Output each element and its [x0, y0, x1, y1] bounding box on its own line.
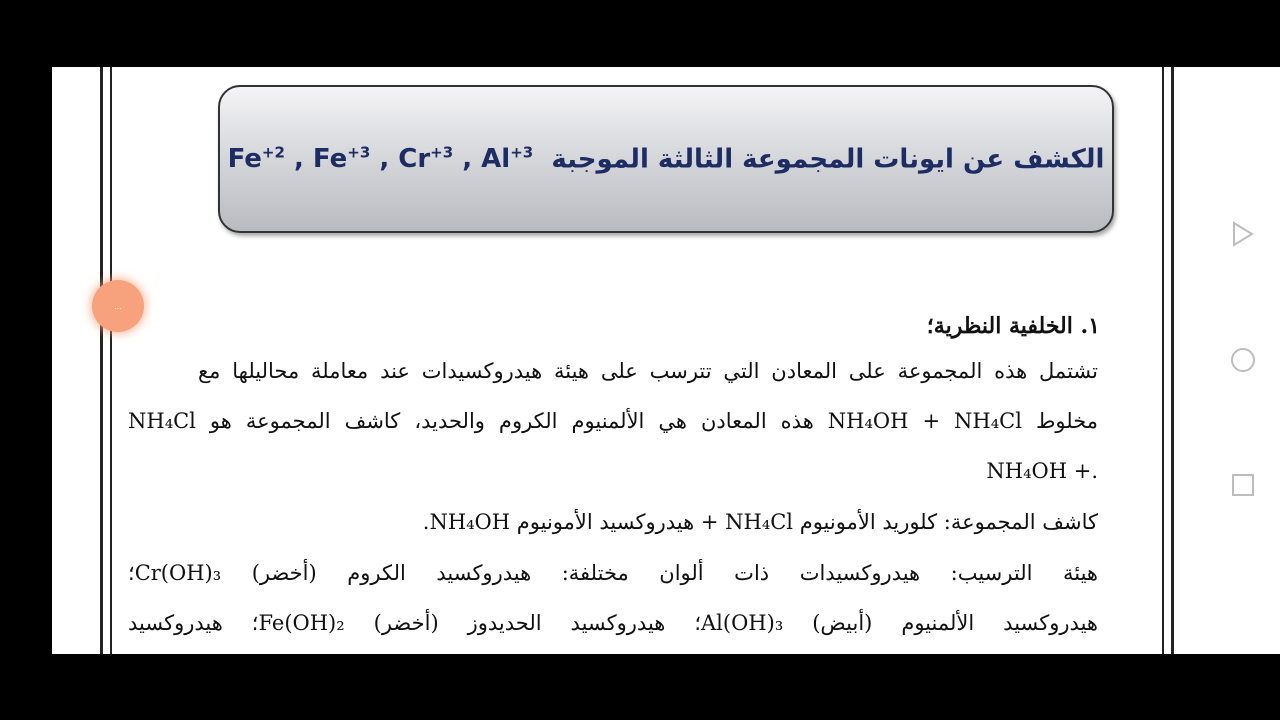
ion-symbol: Fe [312, 144, 348, 175]
body-line: .+ NH₄OH [986, 459, 1098, 483]
ion-symbol: Al [481, 144, 511, 175]
page-border-right [1162, 67, 1174, 654]
floating-assistant-bubble[interactable] [92, 280, 144, 332]
ion-charge: +2 [261, 143, 285, 162]
ion-symbol: Cr [398, 144, 431, 175]
ion-list: $Fe^{+2}$ , $Fe^{+3}$ , $Cr^{+3}$ , $Al^{+3}$ [227, 143, 534, 175]
section-heading: ١. الخلفية النظرية؛ [926, 313, 1100, 339]
page-title [228, 144, 1105, 175]
recent-square-icon[interactable] [1228, 470, 1258, 500]
home-circle-icon[interactable] [1228, 345, 1258, 375]
ion-charge: +3 [430, 143, 454, 162]
body-line: كاشف المجموعة: كلوريد الأمونيوم NH₄Cl + هيدروكسيد الأمونيوم NH₄OH. [422, 510, 1098, 534]
title-banner [218, 85, 1114, 233]
bubble-label: ... [114, 301, 122, 311]
title-text: الكشف عن ايونات المجموعة الثالثة الموجبة [551, 144, 1105, 175]
body-line: مخلوط NH₄OH + NH₄Cl هذه المعادن هي الألمنيوم الكروم والحديد، كاشف المجموعة هو NH₄Cl [128, 409, 1098, 433]
body-line: هيدروكسيد الألمنيوم (أبيض) Al(OH)₃؛ هيدروكسيد الحديدوز (أخضر) Fe(OH)₂؛ هيدروكسيد [128, 611, 1098, 635]
body-line: تشتمل هذه المجموعة على المعادن التي تترسب على هيئة هيدروكسيدات عند معاملة محاليلها مع [198, 359, 1098, 383]
page-border-left [100, 67, 112, 654]
ion-charge: +3 [510, 143, 534, 162]
body-line: هيئة الترسيب: هيدروكسيدات ذات ألوان مختلفة: هيدروكسيد الكروم (أخضر) Cr(OH)₃؛ [128, 561, 1098, 585]
back-triangle-icon[interactable] [1228, 219, 1258, 249]
document-viewer[interactable] [52, 67, 1280, 654]
ion-symbol: Fe [227, 144, 262, 175]
ion-charge: +3 [347, 143, 371, 162]
